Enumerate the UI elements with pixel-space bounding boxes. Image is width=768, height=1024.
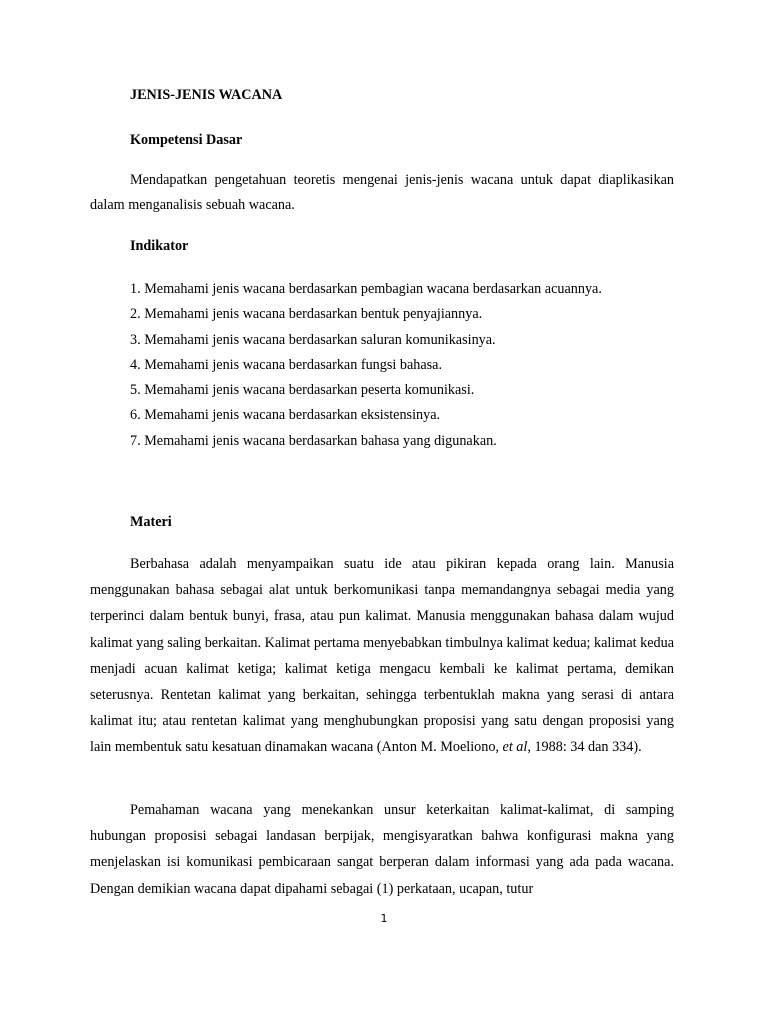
page-number: 1 xyxy=(380,912,388,925)
kompetensi-heading: Kompetensi Dasar xyxy=(130,132,243,148)
materi-paragraph-1-citation-end: , 1988: 34 dan 334). xyxy=(527,739,642,756)
indikator-item: 4. Memahami jenis wacana berdasarkan fungsi bahasa. xyxy=(130,356,443,373)
materi-paragraph-1-italic: et al xyxy=(502,739,528,756)
materi-paragraph-2: Pemahaman wacana yang menekankan unsur keterkaitan kalimat-kalimat, di samping hubungan proposisi sebagai landasan berpijak, mengisyaratkan bahwa konfigurasi makna yang menjelaskan isi komunikasi pembicaraan sangat berperan dalam informasi yang ada pada wacana. Dengan demikian wacana dapat dipahami sebagai (1) perkataan, ucapan, tutur xyxy=(90,802,674,897)
indikator-item: 7. Memahami jenis wacana berdasarkan bahasa yang digunakan. xyxy=(130,432,497,449)
materi-heading: Materi xyxy=(130,514,172,530)
indikator-item: 5. Memahami jenis wacana berdasarkan peserta komunikasi. xyxy=(130,382,475,399)
indikator-list xyxy=(130,277,690,454)
kompetensi-paragraph: Mendapatkan pengetahuan teoretis mengenai jenis-jenis wacana untuk dapat diaplikasikan dalam menganalisis sebuah wacana. xyxy=(90,172,674,214)
materi-paragraph-1 xyxy=(90,551,674,761)
indikator-item: 1. Memahami jenis wacana berdasarkan pembagian wacana berdasarkan acuannya. xyxy=(130,281,602,297)
materi-paragraph-1-text: Berbahasa adalah menyampaikan suatu ide atau pikiran kepada orang lain. Manusia menggunakan bahasa sebagai alat untuk berkomunikasi tanpa memandangnya sebagai media yang terperinci dalam bentuk bunyi, frasa, atau pun kalimat. Manusia menggunakan bahasa dalam wujud kalimat yang saling berkaitan. Kalimat pertama menyebabkan timbulnya kalimat kedua; kalimat kedua menjadi acuan kalimat ketiga; kalimat ketiga mengacu kembali ke kalimat pertama, demikan seterusnya. Rentetan kalimat yang berkaitan, sehingga terbentuklah makna yang serasi di antara kalimat itu; atau rentetan kalimat yang menghubungkan proposisi yang satu dengan proposisi yang lain membentuk satu kesatuan dinamakan wacana (Anton M. Moeliono, xyxy=(90,556,674,756)
indikator-item: 2. Memahami jenis wacana berdasarkan bentuk penyajiannya. xyxy=(130,306,483,323)
indikator-item: 3. Memahami jenis wacana berdasarkan saluran komunikasinya. xyxy=(130,331,496,348)
indikator-item: 6. Memahami jenis wacana berdasarkan eksistensinya. xyxy=(130,407,441,424)
document-title: JENIS-JENIS WACANA xyxy=(130,87,283,103)
indikator-heading: Indikator xyxy=(130,238,189,254)
